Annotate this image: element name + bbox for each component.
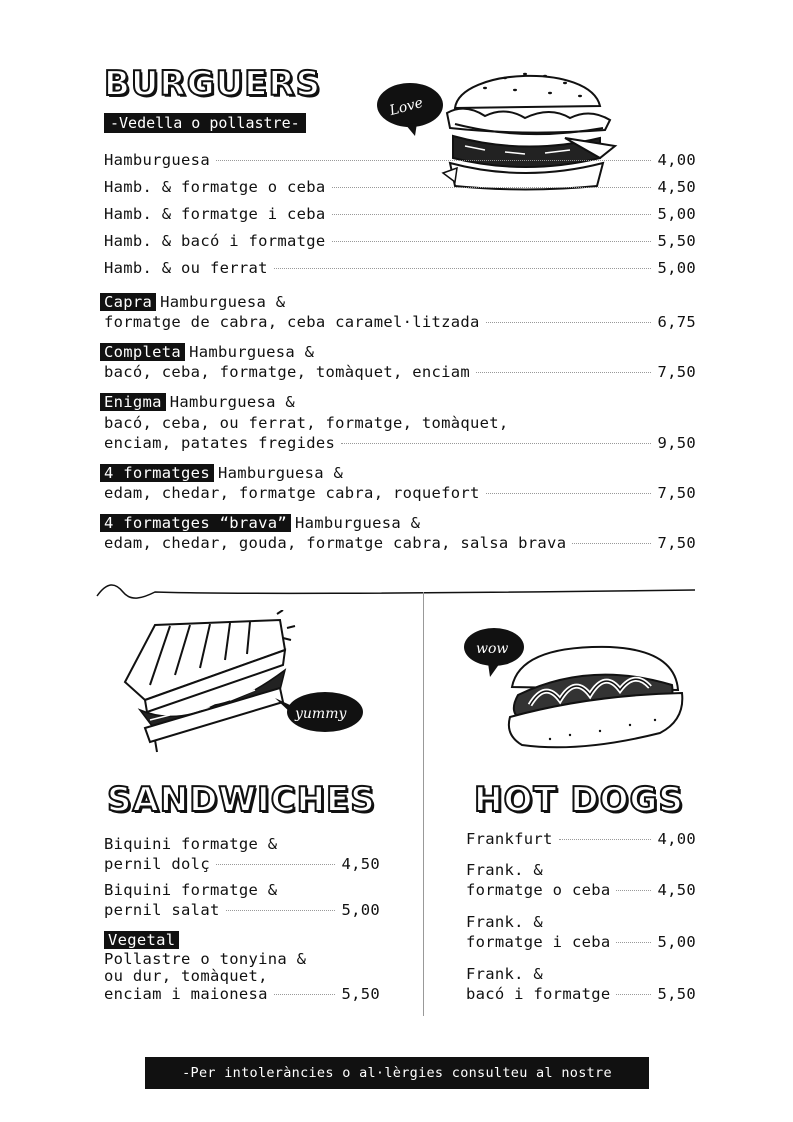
menu-item bbox=[104, 151, 696, 178]
wow-bubble-label: wow bbox=[476, 641, 509, 657]
item-price: 5,00 bbox=[657, 205, 696, 223]
item-name: formatge o ceba bbox=[466, 881, 611, 899]
item-price: 5,50 bbox=[657, 985, 696, 1003]
burgers-title: BURGUERS bbox=[104, 64, 322, 104]
special-item bbox=[100, 392, 696, 463]
special-desc: bacó, ceba, ou ferrat, formatge, tomàquet, bbox=[104, 414, 509, 432]
menu-item bbox=[104, 834, 380, 880]
dotted-leader bbox=[486, 493, 652, 494]
dotted-leader bbox=[486, 322, 652, 323]
menu-item-vegetal bbox=[104, 930, 380, 1003]
dotted-leader bbox=[616, 994, 651, 995]
menu-item bbox=[466, 964, 696, 1016]
menu-item bbox=[104, 880, 380, 930]
special-desc: edam, chedar, formatge cabra, roquefort bbox=[104, 484, 480, 502]
wow-bubble-icon bbox=[464, 628, 524, 677]
item-name: Hamb. & bacó i formatge bbox=[104, 232, 326, 250]
menu-item bbox=[104, 259, 696, 286]
dotted-leader bbox=[274, 268, 652, 269]
item-name: Hamburguesa bbox=[104, 151, 210, 169]
menu-item bbox=[104, 205, 696, 232]
item-name: pernil salat bbox=[104, 901, 220, 919]
menu-item bbox=[466, 830, 696, 860]
dotted-leader bbox=[332, 187, 652, 188]
item-price: 5,00 bbox=[341, 901, 380, 919]
item-price: 4,00 bbox=[657, 151, 696, 169]
sandwiches-title: SANDWICHES bbox=[107, 780, 376, 820]
love-bubble-text: Love bbox=[387, 94, 425, 120]
love-bubble-icon bbox=[377, 83, 443, 136]
dotted-leader bbox=[341, 443, 651, 444]
dotted-leader bbox=[616, 942, 651, 943]
item-name: Biquini formatge & bbox=[104, 835, 278, 853]
item-desc: enciam i maionesa bbox=[104, 985, 268, 1003]
special-tag: 4 formatges bbox=[100, 464, 214, 482]
item-name: Frank. & bbox=[466, 913, 544, 931]
item-price: 7,50 bbox=[657, 363, 696, 381]
dotted-leader bbox=[216, 160, 652, 161]
sandwiches-list bbox=[104, 834, 380, 1003]
dotted-leader bbox=[226, 910, 336, 911]
dotted-leader bbox=[616, 890, 651, 891]
sandwich-illustration-icon bbox=[115, 610, 370, 760]
special-lead: Hamburguesa & bbox=[169, 393, 296, 411]
menu-item bbox=[104, 178, 696, 205]
item-name: Frank. & bbox=[466, 965, 544, 983]
item-price: 7,50 bbox=[657, 484, 696, 502]
dotted-leader bbox=[572, 543, 651, 544]
item-name: Frankfurt bbox=[466, 830, 553, 848]
item-name: Biquini formatge & bbox=[104, 881, 278, 899]
burgers-subtitle: -Vedella o pollastre- bbox=[104, 113, 306, 133]
item-desc: ou dur, tomàquet, bbox=[104, 967, 268, 985]
item-name: Hamb. & formatge i ceba bbox=[104, 205, 326, 223]
item-price: 5,50 bbox=[341, 985, 380, 1003]
dotted-leader bbox=[332, 214, 652, 215]
special-tag: Vegetal bbox=[104, 931, 179, 949]
yummy-bubble-text: yummy bbox=[295, 706, 347, 722]
special-desc: formatge de cabra, ceba caramel·litzada bbox=[104, 313, 480, 331]
item-name: Hamb. & ou ferrat bbox=[104, 259, 268, 277]
item-name: Hamb. & formatge o ceba bbox=[104, 178, 326, 196]
special-tag: Completa bbox=[100, 343, 185, 361]
item-price: 9,50 bbox=[657, 434, 696, 452]
item-price: 5,50 bbox=[657, 232, 696, 250]
special-desc: edam, chedar, gouda, formatge cabra, salsa brava bbox=[104, 534, 567, 552]
dotted-leader bbox=[559, 839, 652, 840]
hotdogs-title: HOT DOGS bbox=[474, 780, 684, 820]
column-divider bbox=[423, 592, 424, 1016]
special-item bbox=[100, 513, 696, 563]
special-desc: bacó, ceba, formatge, tomàquet, enciam bbox=[104, 363, 471, 381]
item-price: 5,00 bbox=[657, 259, 696, 277]
burgers-list bbox=[104, 151, 696, 286]
dotted-leader bbox=[216, 864, 336, 865]
item-price: 7,50 bbox=[657, 534, 696, 552]
item-desc: Pollastre o tonyina & bbox=[104, 950, 307, 968]
dotted-leader bbox=[274, 994, 336, 995]
burgers-specials bbox=[100, 292, 696, 563]
menu-item bbox=[466, 912, 696, 964]
item-price: 6,75 bbox=[657, 313, 696, 331]
section-divider bbox=[95, 580, 700, 604]
special-tag: Enigma bbox=[100, 393, 166, 411]
yummy-bubble-icon bbox=[275, 692, 363, 732]
special-item bbox=[100, 292, 696, 342]
hotdogs-list bbox=[466, 830, 696, 1016]
menu-item bbox=[466, 860, 696, 912]
special-tag: 4 formatges “brava” bbox=[100, 514, 291, 532]
special-lead: Hamburguesa & bbox=[217, 464, 344, 482]
item-price: 4,50 bbox=[341, 855, 380, 873]
item-price: 4,50 bbox=[657, 881, 696, 899]
item-price: 4,50 bbox=[657, 178, 696, 196]
item-name: pernil dolç bbox=[104, 855, 210, 873]
item-price: 5,00 bbox=[657, 933, 696, 951]
allergy-note: -Per intoleràncies o al·lèrgies consulteu al nostre personal- bbox=[145, 1057, 649, 1089]
special-item bbox=[100, 463, 696, 513]
item-name: formatge i ceba bbox=[466, 933, 611, 951]
special-lead: Hamburguesa & bbox=[189, 343, 315, 361]
special-lead: Hamburguesa & bbox=[295, 514, 421, 532]
item-name: Frank. & bbox=[466, 861, 544, 879]
dotted-leader bbox=[332, 241, 652, 242]
special-lead: Hamburguesa & bbox=[160, 293, 286, 311]
menu-item bbox=[104, 232, 696, 259]
special-tag: Capra bbox=[100, 293, 156, 311]
item-price: 4,00 bbox=[657, 830, 696, 848]
dotted-leader bbox=[476, 372, 651, 373]
hotdog-illustration-icon bbox=[460, 625, 690, 755]
item-name: bacó i formatge bbox=[466, 985, 611, 1003]
special-desc: enciam, patates fregides bbox=[104, 434, 336, 452]
special-item bbox=[100, 342, 696, 392]
